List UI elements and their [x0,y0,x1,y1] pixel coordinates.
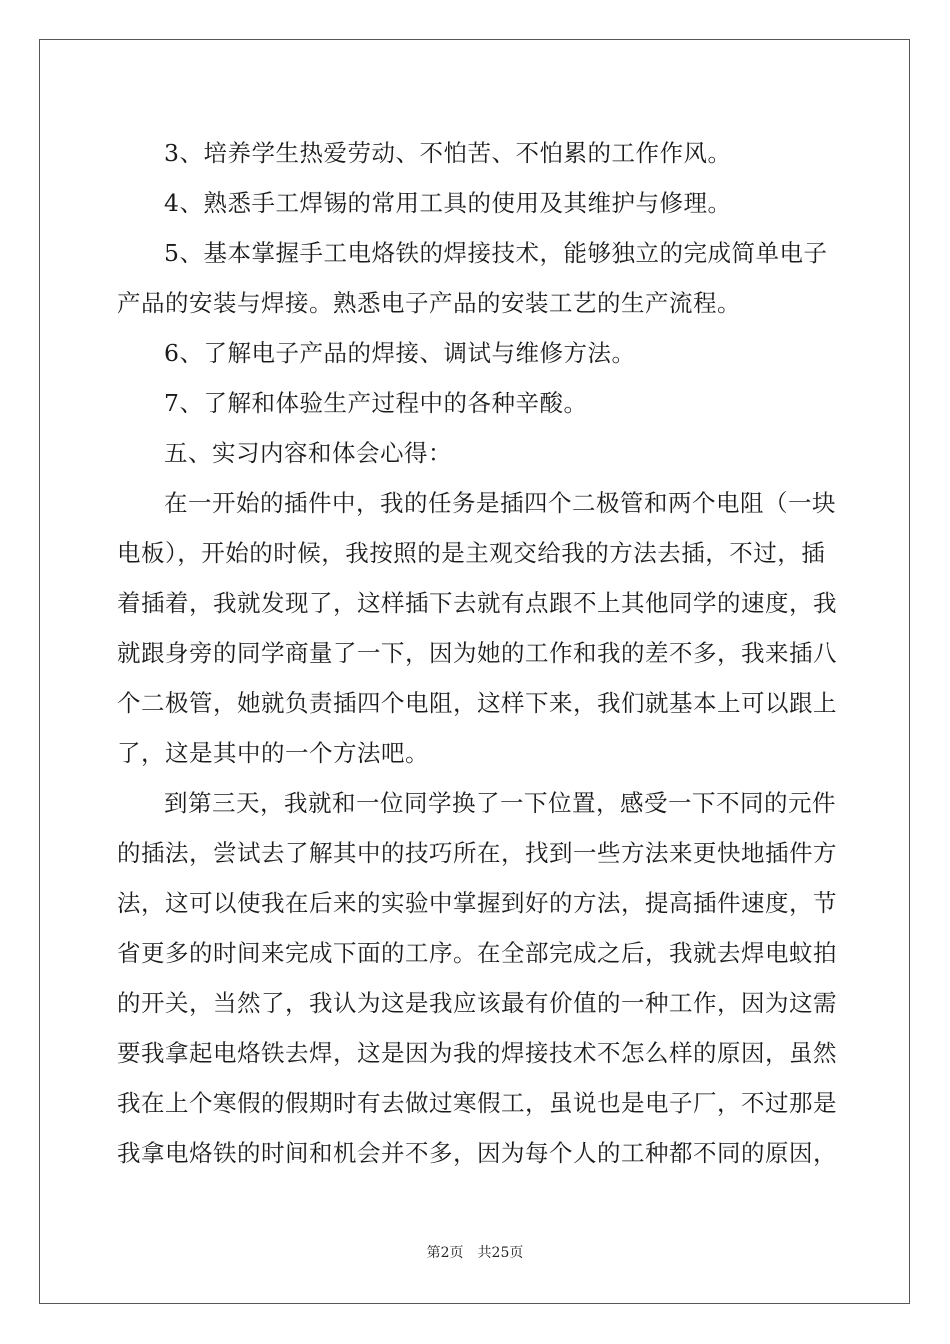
text-line: 3、培养学生热爱劳动、不怕苦、不怕累的工作作风。 [164,139,732,167]
text-line: 到第三天，我就和一位同学换了一下位置，感受一下不同的元件 [164,789,836,817]
document-body [117,128,837,1178]
text-line: 产品的安装与焊接。熟悉电子产品的安装工艺的生产流程。 [117,289,741,317]
text-line: 6、了解电子产品的焊接、调试与维修方法。 [164,339,636,367]
text-line: 的插法，尝试去了解其中的技巧所在，找到一些方法来更快地插件方 [117,839,837,867]
text-line: 就跟身旁的同学商量了一下，因为她的工作和我的差不多，我来插八 [117,639,837,667]
text-line: 了，这是其中的一个方法吧。 [117,739,429,767]
text-line: 着插着，我就发现了，这样插下去就有点跟不上其他同学的速度，我 [117,589,837,617]
text-line: 法，这可以使我在后来的实验中掌握到好的方法，提高插件速度，节 [117,889,837,917]
section-heading: 五、实习内容和体会心得： [164,439,452,467]
page-number: 第2页 [426,1245,464,1261]
text-line: 4、熟悉手工焊锡的常用工具的使用及其维护与修理。 [164,189,732,217]
text-line: 电板），开始的时候，我按照的是主观交给我的方法去插，不过，插 [117,539,826,567]
text-line: 7、了解和体验生产过程中的各种辛酸。 [164,389,588,417]
text-line: 省更多的时间来完成下面的工序。在全部完成之后，我就去焊电蚊拍 [117,939,837,967]
text-line: 我拿电烙铁的时间和机会并不多，因为每个人的工种都不同的原因， [117,1139,837,1167]
text-line: 要我拿起电烙铁去焊，这是因为我的焊接技术不怎么样的原因，虽然 [117,1039,837,1067]
text-line: 我在上个寒假的假期时有去做过寒假工，虽说也是电子厂，不过那是 [117,1089,837,1117]
page-footer [0,1242,950,1262]
text-line: 5、基本掌握手工电烙铁的焊接技术，能够独立的完成简单电子 [164,239,828,267]
text-line: 在一开始的插件中，我的任务是插四个二极管和两个电阻（一块 [164,489,836,517]
text-line: 的开关，当然了，我认为这是我应该最有价值的一种工作，因为这需 [117,989,837,1017]
total-pages: 共25页 [477,1245,524,1261]
text-line: 个二极管，她就负责插四个电阻，这样下来，我们就基本上可以跟上 [117,689,837,717]
